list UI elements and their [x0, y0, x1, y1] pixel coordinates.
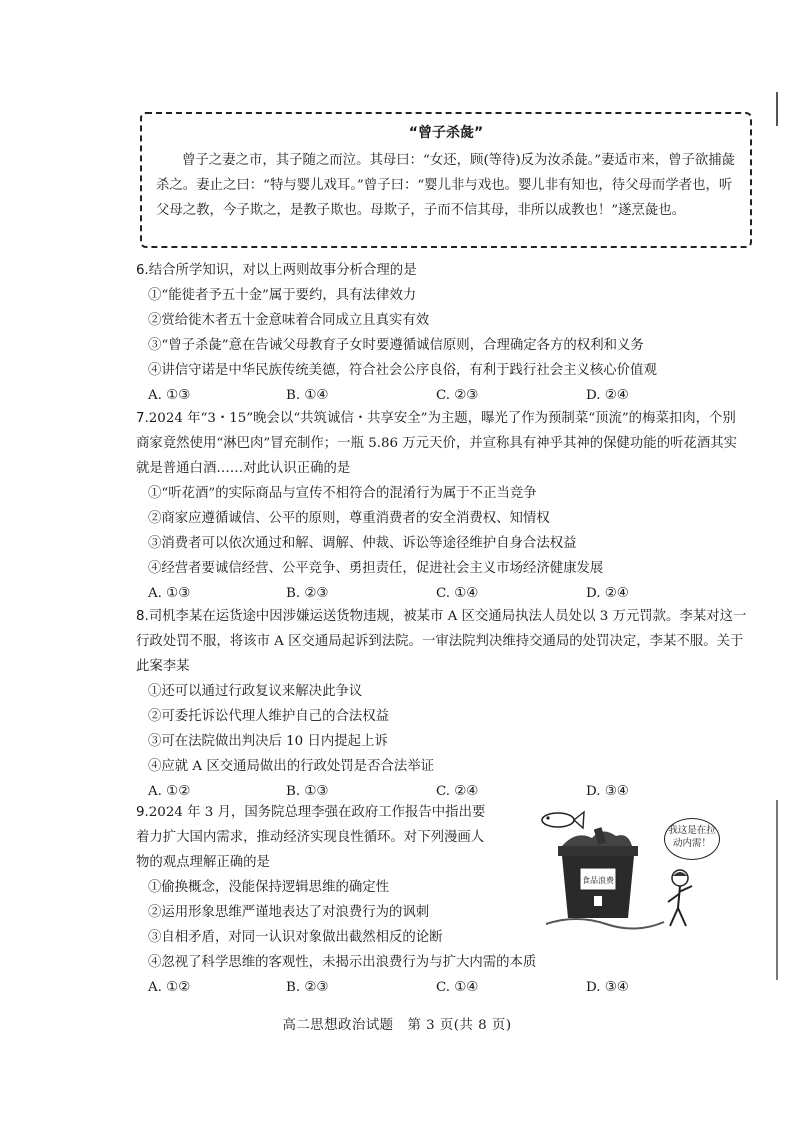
question-stem: 7.2024 年“3・15”晚会以“共筑诚信・共享安全”为主题，曝光了作为预制菜“顶流”的梅菜扣肉，个别商家竟然使用“淋巴肉”冒充制作；一瓶 5.86 万元天价，并宣称具有神乎其神的保健功能的听花酒其实就是普通白酒……对此认识正确的是 — [136, 411, 738, 476]
answer-d: D. ②④ — [586, 586, 629, 601]
option: ②商家应遵循诚信、公平的原则，尊重消费者的安全消费权、知情权 — [148, 511, 550, 526]
answer-b: B. ②③ — [286, 586, 329, 601]
question-6 — [136, 258, 748, 408]
answer-d: D. ②④ — [586, 388, 629, 403]
answer-b: B. ②③ — [286, 980, 329, 995]
option: ①偷换概念，没能保持逻辑思维的确定性 — [148, 880, 390, 895]
option: ②可委托诉讼代理人维护自己的合法权益 — [148, 709, 390, 724]
option: ③消费者可以依次通过和解、调解、仲裁、诉讼等途径维护自身合法权益 — [148, 536, 577, 551]
option: ④应就 A 区交通局做出的行政处罚是否合法举证 — [148, 759, 434, 774]
option: ④讲信守诺是中华民族传统美德，符合社会公序良俗，有利于践行社会主义核心价值观 — [148, 363, 657, 378]
question-8 — [136, 604, 748, 804]
trash-bin-cartoon — [536, 806, 666, 930]
food-waste-pile — [562, 827, 632, 846]
option: ①还可以通过行政复议来解决此争议 — [148, 684, 363, 699]
answer-a: A. ①③ — [148, 388, 191, 403]
option: ②运用形象思维严谨地表达了对浪费行为的讽刺 — [148, 905, 430, 920]
question-stem: 9.2024 年 3 月，国务院总理李强在政府工作报告中指出要着力扩大国内需求，推动经济实现良性循环。对下列漫画人物的观点理解正确的是 — [136, 805, 486, 870]
question-stem: 6.结合所学知识，对以上两则故事分析合理的是 — [136, 263, 417, 278]
option: ③“曾子杀彘”意在告诫父母教育子女时要遵循诚信原则，合理确定各方的权利和义务 — [148, 338, 644, 353]
flying-fish-icon — [542, 812, 584, 828]
answer-d: D. ③④ — [586, 980, 629, 995]
story-body: 曾子之妻之市，其子随之而泣。其母曰：“女还，顾(等待)反为汝杀彘。”妻适市来，曾子欲捕彘杀之。妻止之曰：“特与婴儿戏耳。”曾子曰：“婴儿非与戏也。婴儿非有知也，待父母而学者也，听父母之教，今子欺之，是教子欺也。母欺子，子而不信其母，非所以成教也！”遂烹彘也。 — [156, 153, 736, 218]
answer-d: D. ③④ — [586, 784, 629, 799]
answer-row — [136, 383, 748, 408]
question-7 — [136, 406, 748, 606]
scan-edge-mark — [776, 92, 778, 126]
speech-bubble: 我这是在拉动内需！ — [664, 818, 720, 860]
option: ①“听花酒”的实际商品与宣传不相符合的混淆行为属于不正当竞争 — [148, 486, 537, 501]
answer-b: B. ①③ — [286, 784, 329, 799]
scan-edge-mark — [776, 800, 778, 980]
option: ①“能徙者予五十金”属于要约，具有法律效力 — [148, 288, 417, 303]
option: ④经营者要诚信经营、公平竞争、勇担责任，促进社会主义市场经济健康发展 — [148, 561, 604, 576]
option: ③自相矛盾，对同一认识对象做出截然相反的论断 — [148, 930, 443, 945]
answer-c: C. ①④ — [436, 586, 479, 601]
story-box — [140, 112, 752, 248]
answer-b: B. ①④ — [286, 388, 329, 403]
trash-bin-icon — [546, 846, 664, 929]
answer-c: C. ①④ — [436, 980, 479, 995]
option: ④忽视了科学思维的客观性，未揭示出浪费行为与扩大内需的本质 — [148, 955, 537, 970]
answer-c: C. ②③ — [436, 388, 479, 403]
answer-a: A. ①② — [148, 784, 191, 799]
answer-row — [136, 975, 748, 1000]
page-footer: 高二思想政治试题 第 3 页(共 8 页) — [282, 1018, 512, 1033]
answer-row — [136, 581, 748, 606]
story-title: “曾子杀彘” — [408, 125, 484, 141]
answer-a: A. ①② — [148, 980, 191, 995]
bin-label: 食品浪费 — [582, 876, 614, 885]
person-figure-icon — [664, 868, 700, 930]
answer-a: A. ①③ — [148, 586, 191, 601]
answer-c: C. ②④ — [436, 784, 479, 799]
question-stem: 8.司机李某在运货途中因涉嫌运送货物违规，被某市 A 区交通局执法人员处以 3 万元罚款。李某对这一行政处罚不服，将该市 A 区交通局起诉到法院。一审法院判决维持交通局的处罚决定，李某不服。关于此案李某 — [136, 609, 747, 674]
option: ③可在法院做出判决后 10 日内提起上诉 — [148, 734, 388, 749]
option: ②赏给徙木者五十金意味着合同成立且真实有效 — [148, 313, 430, 328]
